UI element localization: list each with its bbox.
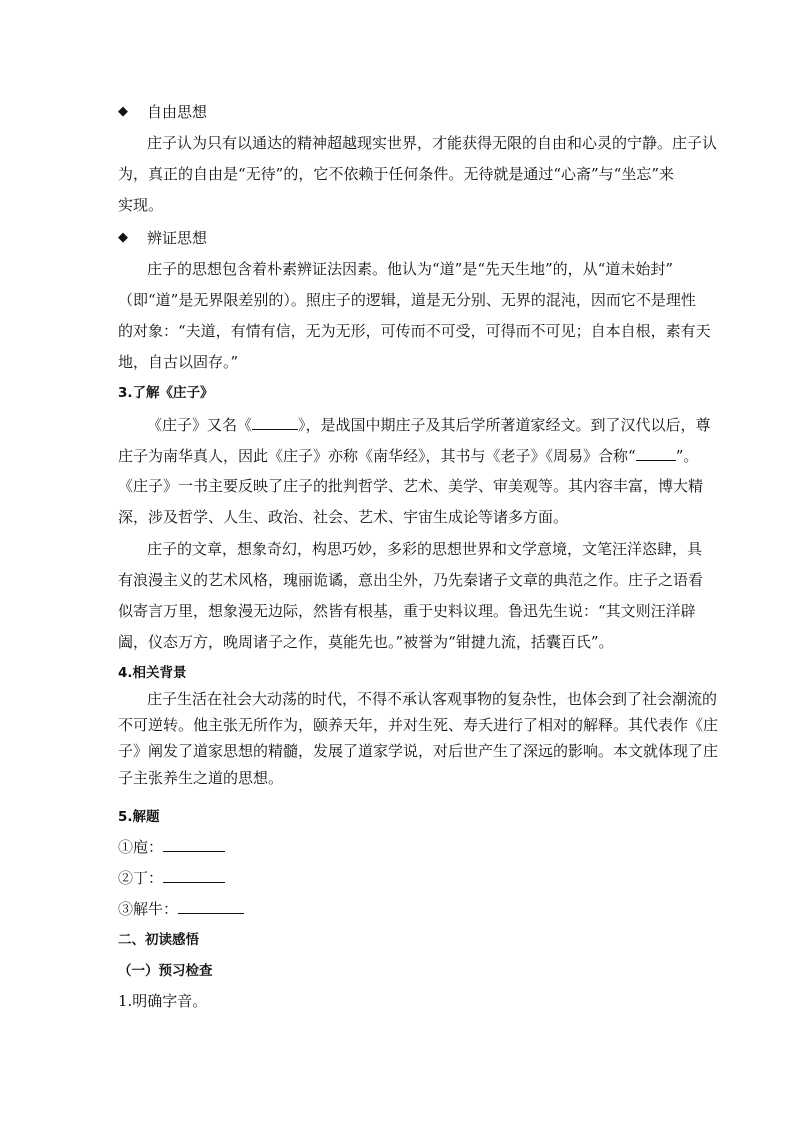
fill-blank[interactable] — [163, 835, 225, 852]
paragraph-line: 子主张养生之道的思想。 — [118, 769, 284, 787]
paragraph-line: 的对象：“夫道，有情有信，无为无形，可传而不可受，可得而不可见；自本自根，素有天 — [118, 322, 711, 340]
diamond-bullet-icon: ◆ — [118, 230, 128, 245]
list-item: 1.明确字音。 — [118, 992, 208, 1010]
paragraph-line: 有浪漫主义的艺术风格，瑰丽诡谲，意出尘外，乃先秦诸子文章的典范之作。庄子之语看 — [118, 571, 704, 589]
fill-blank[interactable] — [178, 897, 244, 914]
chapter-heading: 二、初读感悟 — [118, 932, 199, 948]
paragraph-line: 子》阐发了道家思想的精髓，发展了道家学说，对后世产生了深远的影响。本文就体现了庄 — [118, 742, 719, 760]
paragraph-line: 为，真正的自由是“无待”的，它不依赖于任何条件。无待就是通过“心斋”与“坐忘”来 — [118, 165, 675, 183]
paragraph-line: 庄子生活在社会大动荡的时代，不得不承认客观事物的复杂性，也体会到了社会潮流的 — [147, 690, 718, 708]
section-heading-dialectic: 辨证思想 — [147, 229, 208, 247]
section-heading-3: 3.了解《庄子》 — [118, 385, 214, 401]
paragraph-line: 不可逆转。他主张无所作为，颐养天年，并对生死、寿夭进行了相对的解释。其代表作《庄 — [118, 716, 719, 734]
fill-blank[interactable] — [252, 413, 298, 430]
fill-blank[interactable] — [636, 444, 676, 461]
section-heading-freedom: 自由思想 — [147, 103, 208, 121]
section-heading-5: 5.解题 — [118, 809, 160, 825]
list-item: ①庖： — [118, 835, 225, 858]
paragraph-line: 似寄言万里，想象漫无边际，然皆有根基，重于史料议理。鲁迅先生说：“其文则汪洋辟 — [118, 602, 696, 620]
fill-blank[interactable] — [163, 866, 225, 883]
paragraph-line: （即“道”是无界限差别的）。照庄子的逻辑，道是无分别、无界的混沌，因而它不是理性 — [118, 291, 696, 309]
paragraph-line: 庄子为南华真人，因此《庄子》亦称《南华经》，其书与《老子》《周易》合称“ ”。 — [118, 444, 698, 467]
diamond-bullet-icon: ◆ — [118, 104, 128, 119]
paragraph-line: 庄子的文章，想象奇幻，构思巧妙，多彩的思想世界和文学意境，文笔汪洋恣肆，具 — [147, 540, 703, 558]
paragraph-line: 实现。 — [118, 196, 164, 214]
paragraph-line: 《庄子》又名《 》，是战国中期庄子及其后学所著道家经文。到了汉代以后，尊 — [147, 413, 711, 436]
subsection-heading: （一）预习检查 — [118, 963, 213, 979]
list-item: ③解牛： — [118, 897, 244, 920]
paragraph-line: 《庄子》一书主要反映了庄子的批判哲学、艺术、美学、审美观等。其内容丰富，博大精 — [118, 477, 704, 495]
paragraph-line: 深，涉及哲学、人生、政治、社会、艺术、宇宙生成论等诸多方面。 — [118, 508, 569, 526]
paragraph-line: 地，自古以固存。” — [118, 353, 239, 371]
paragraph-line: 庄子认为只有以通达的精神超越现实世界，才能获得无限的自由和心灵的宁静。庄子认 — [147, 134, 718, 152]
section-heading-4: 4.相关背景 — [118, 665, 187, 681]
list-item: ②丁： — [118, 866, 225, 889]
paragraph-line: 庄子的思想包含着朴素辨证法因素。他认为“道”是“先天生地”的，从“道未始封” — [147, 260, 674, 278]
paragraph-line: 阖，仪态万方，晚周诸子之作，莫能先也。”被誉为“钳揵九流，括囊百氏”。 — [118, 633, 614, 651]
